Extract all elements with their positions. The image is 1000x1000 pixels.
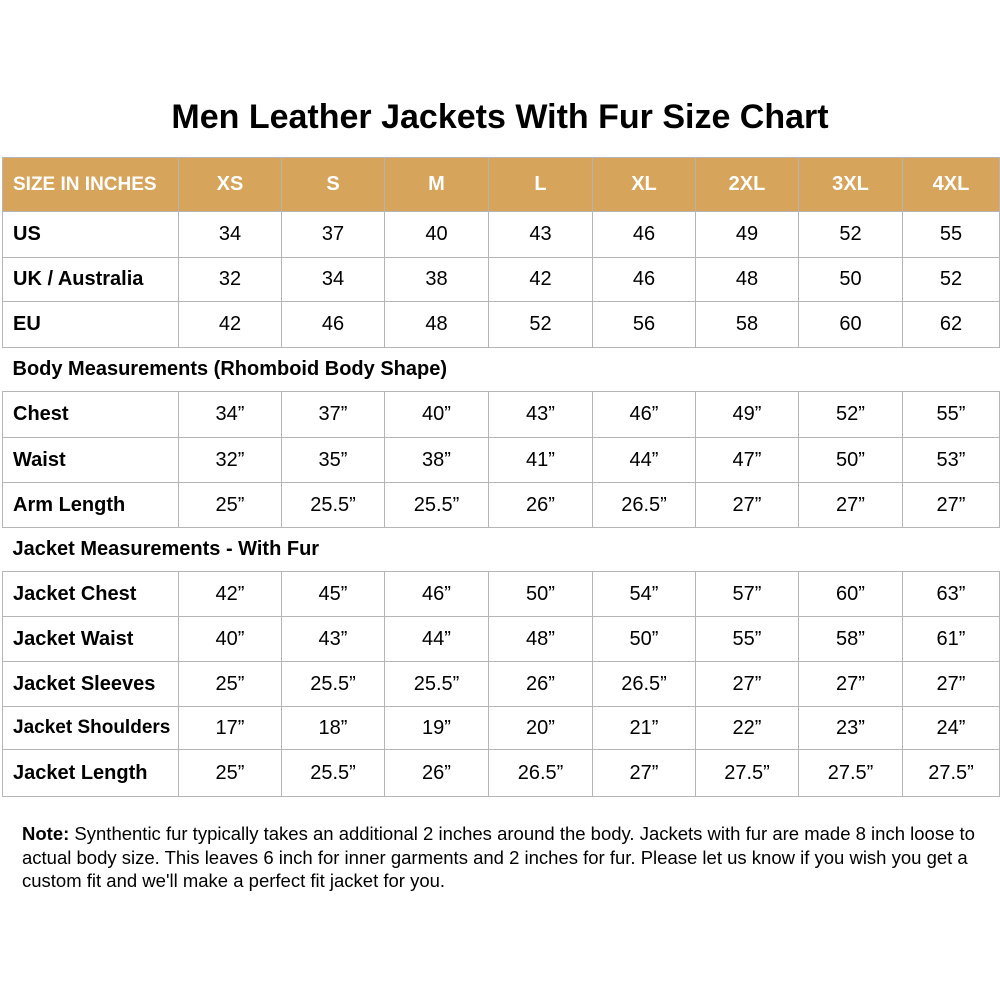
cell: 24” — [903, 707, 1000, 750]
cell: 55” — [696, 617, 799, 662]
cell: 58 — [696, 302, 799, 348]
row-label: Chest — [3, 392, 179, 438]
table-row — [3, 662, 1000, 707]
cell: 52 — [799, 212, 903, 258]
cell: 46 — [282, 302, 385, 348]
header-size-label: SIZE IN INCHES — [3, 158, 179, 212]
cell: 27.5” — [799, 750, 903, 797]
cell: 25.5” — [282, 750, 385, 797]
cell: 27” — [696, 662, 799, 707]
cell: 48 — [385, 302, 489, 348]
cell: 17” — [179, 707, 282, 750]
cell: 54” — [593, 572, 696, 617]
table-row — [3, 572, 1000, 617]
cell: 34 — [179, 212, 282, 258]
cell: 38 — [385, 258, 489, 302]
table-row — [3, 212, 1000, 258]
cell: 42” — [179, 572, 282, 617]
cell: 21” — [593, 707, 696, 750]
cell: 52 — [489, 302, 593, 348]
cell: 47” — [696, 438, 799, 483]
row-label: Jacket Chest — [3, 572, 179, 617]
cell: 27” — [799, 662, 903, 707]
row-label: UK / Australia — [3, 258, 179, 302]
cell: 58” — [799, 617, 903, 662]
cell: 60 — [799, 302, 903, 348]
cell: 27” — [696, 483, 799, 528]
cell: 62 — [903, 302, 1000, 348]
cell: 46 — [593, 212, 696, 258]
table-row — [3, 617, 1000, 662]
cell: 53” — [903, 438, 1000, 483]
cell: 23” — [799, 707, 903, 750]
section-title-body: Body Measurements (Rhomboid Body Shape) — [3, 348, 1000, 392]
header-size: 2XL — [696, 158, 799, 212]
cell: 26” — [489, 662, 593, 707]
cell: 44” — [593, 438, 696, 483]
cell: 27” — [903, 662, 1000, 707]
cell: 37 — [282, 212, 385, 258]
cell: 38” — [385, 438, 489, 483]
cell: 52” — [799, 392, 903, 438]
cell: 27” — [799, 483, 903, 528]
cell: 34” — [179, 392, 282, 438]
header-size: XS — [179, 158, 282, 212]
header-size: 4XL — [903, 158, 1000, 212]
cell: 50” — [799, 438, 903, 483]
cell: 22” — [696, 707, 799, 750]
note-text: Synthentic fur typically takes an additional 2 inches around the body. Jackets with fur are made 8 inch loose to actual body size. This leaves 6 inch for inner garments and 2 inches for fur. Please let us know if you wish you get a custom fit and we'll make a perfect fit jacket for you. — [22, 823, 975, 891]
header-row — [3, 158, 1000, 212]
cell: 50” — [593, 617, 696, 662]
row-label: EU — [3, 302, 179, 348]
section-heading-row — [3, 528, 1000, 572]
cell: 27.5” — [903, 750, 1000, 797]
cell: 40” — [179, 617, 282, 662]
cell: 63” — [903, 572, 1000, 617]
cell: 37” — [282, 392, 385, 438]
cell: 45” — [282, 572, 385, 617]
cell: 25” — [179, 662, 282, 707]
table-row — [3, 483, 1000, 528]
cell: 34 — [282, 258, 385, 302]
cell: 49 — [696, 212, 799, 258]
cell: 49” — [696, 392, 799, 438]
cell: 46 — [593, 258, 696, 302]
cell: 32 — [179, 258, 282, 302]
row-label: Waist — [3, 438, 179, 483]
cell: 18” — [282, 707, 385, 750]
section-title-jacket: Jacket Measurements - With Fur — [3, 528, 1000, 572]
cell: 26.5” — [593, 662, 696, 707]
table-row — [3, 438, 1000, 483]
row-label: US — [3, 212, 179, 258]
section-heading-row — [3, 348, 1000, 392]
cell: 57” — [696, 572, 799, 617]
cell: 55 — [903, 212, 1000, 258]
cell: 25.5” — [282, 483, 385, 528]
footnote — [22, 822, 982, 893]
cell: 25” — [179, 750, 282, 797]
cell: 60” — [799, 572, 903, 617]
cell: 46” — [593, 392, 696, 438]
row-label: Jacket Length — [3, 750, 179, 797]
row-label: Jacket Waist — [3, 617, 179, 662]
note-label: Note: — [22, 823, 70, 844]
row-label: Arm Length — [3, 483, 179, 528]
cell: 40” — [385, 392, 489, 438]
cell: 48” — [489, 617, 593, 662]
table-row — [3, 750, 1000, 797]
cell: 32” — [179, 438, 282, 483]
cell: 26” — [489, 483, 593, 528]
cell: 25” — [179, 483, 282, 528]
row-label: Jacket Sleeves — [3, 662, 179, 707]
cell: 61” — [903, 617, 1000, 662]
cell: 46” — [385, 572, 489, 617]
table-row — [3, 302, 1000, 348]
cell: 25.5” — [282, 662, 385, 707]
cell: 40 — [385, 212, 489, 258]
cell: 25.5” — [385, 662, 489, 707]
header-size: L — [489, 158, 593, 212]
cell: 26.5” — [489, 750, 593, 797]
cell: 56 — [593, 302, 696, 348]
cell: 52 — [903, 258, 1000, 302]
cell: 42 — [489, 258, 593, 302]
header-size: S — [282, 158, 385, 212]
cell: 25.5” — [385, 483, 489, 528]
table-row — [3, 258, 1000, 302]
cell: 27” — [593, 750, 696, 797]
cell: 42 — [179, 302, 282, 348]
cell: 48 — [696, 258, 799, 302]
cell: 26.5” — [593, 483, 696, 528]
row-label: Jacket Shoulders — [3, 707, 179, 750]
page-title: Men Leather Jackets With Fur Size Chart — [171, 98, 829, 136]
cell: 27.5” — [696, 750, 799, 797]
cell: 44” — [385, 617, 489, 662]
cell: 35” — [282, 438, 385, 483]
header-size: M — [385, 158, 489, 212]
cell: 43” — [282, 617, 385, 662]
cell: 43 — [489, 212, 593, 258]
cell: 41” — [489, 438, 593, 483]
cell: 27” — [903, 483, 1000, 528]
header-size: XL — [593, 158, 696, 212]
table-row — [3, 707, 1000, 750]
size-chart-table — [2, 157, 1000, 797]
header-size: 3XL — [799, 158, 903, 212]
cell: 43” — [489, 392, 593, 438]
cell: 26” — [385, 750, 489, 797]
cell: 50 — [799, 258, 903, 302]
cell: 50” — [489, 572, 593, 617]
table-row — [3, 392, 1000, 438]
cell: 19” — [385, 707, 489, 750]
cell: 55” — [903, 392, 1000, 438]
cell: 20” — [489, 707, 593, 750]
